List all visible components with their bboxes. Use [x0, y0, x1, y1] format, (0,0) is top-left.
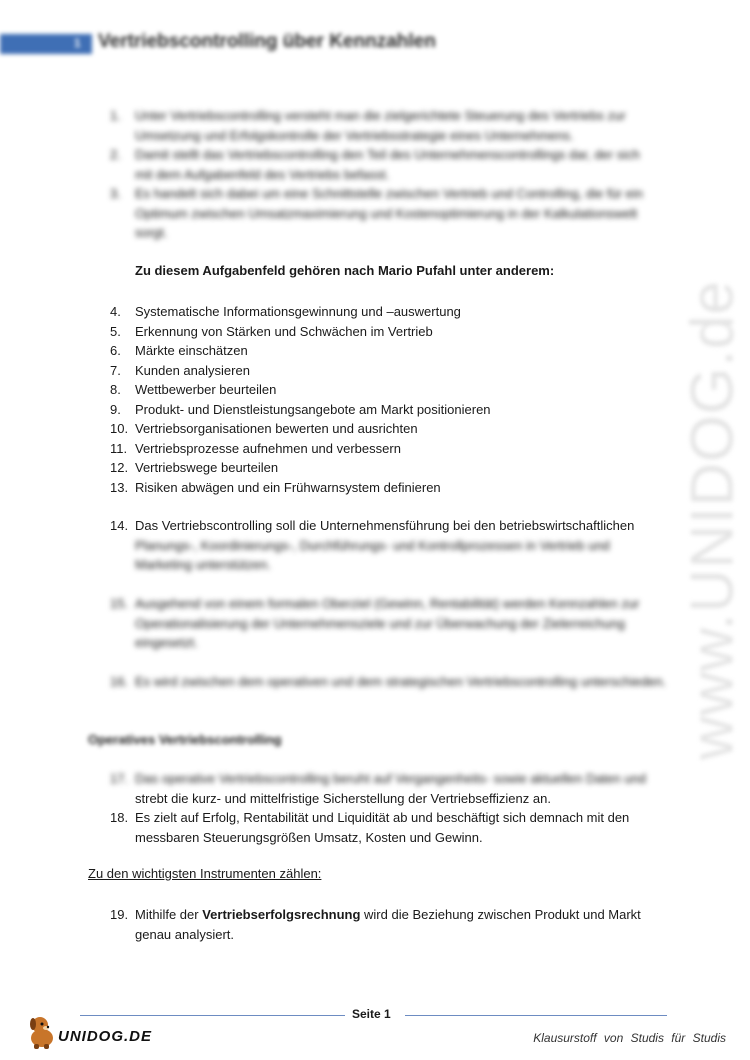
paragraph-line: Es zielt auf Erfolg, Rentabilität und Liquidität ab und beschäftigt sich demnach mit den	[135, 810, 630, 825]
emphasis-term: Vertriebserfolgsrechnung	[202, 907, 361, 922]
list-item: 4. Systematische Informationsgewinnung und –auswertung	[110, 304, 461, 319]
paragraph-14	[110, 516, 670, 575]
item-number: 15.	[110, 596, 129, 611]
list-item: 5. Erkennung von Stärken und Schwächen im Vertrieb	[110, 323, 433, 339]
paragraph-continuation: genau analysiert.	[135, 926, 235, 942]
item-number: 16.	[110, 674, 129, 689]
list-item: 2. Damit stellt das Vertriebscontrolling den Teil des Unternehmenscontrollings dar, der sich mit dem Aufgabenfeld des Vertriebs befasst.	[110, 147, 640, 182]
item-number: 18.	[110, 810, 129, 825]
list-item: 1. Unter Vertriebscontrolling versteht man die zielgerichtete Steuerung des Vertriebs zur Umsetzung und Erfolgskontrolle der Vertriebsstrategie eines Unternehmens.	[110, 108, 626, 143]
paragraph-continuation: Planungs-, Koordinierungs-, Durchführungs- und Kontrollprozessen in Vertrieb und Marketing unterstützen.	[135, 537, 610, 572]
item-number: 14.	[110, 518, 129, 533]
paragraph-line: Das operative Vertriebscontrolling beruht auf Vergangenheits- sowie aktuellen Daten und	[135, 771, 646, 786]
list-item: 10. Vertriebsorganisationen bewerten und ausrichten	[110, 421, 418, 436]
item-number: 19.	[110, 907, 129, 922]
task-list	[110, 302, 670, 497]
list-item: 6. Märkte einschätzen	[110, 343, 248, 358]
paragraph-17	[110, 769, 670, 808]
paragraph-15	[110, 594, 670, 653]
item-number: 17.	[110, 771, 129, 786]
list-item: 7. Kunden analysieren	[110, 362, 250, 378]
instruments-heading: Zu den wichtigsten Instrumenten zählen:	[88, 866, 322, 881]
page-title: Vertriebscontrolling über Kennzahlen	[98, 31, 436, 52]
list-item: 11. Vertriebsprozesse aufnehmen und verbessern	[110, 440, 401, 456]
paragraph-16	[110, 672, 670, 692]
operative-heading: Operatives Vertriebscontrolling	[88, 732, 282, 747]
list-item: 8. Wettbewerber beurteilen	[110, 382, 277, 397]
paragraph-post: wird die Beziehung zwischen Produkt und Markt	[360, 907, 641, 922]
tagline: Klausurstoff von Studis für Studis	[533, 1031, 726, 1045]
list-item: 3. Es handelt sich dabei um eine Schnittstelle zwischen Vertrieb und Controlling, die für ein Optimum zwischen Umsatzmaximierung und Kostenoptimierung in der Kalkulationswelt sorgt.	[110, 186, 644, 240]
paragraph-19	[110, 905, 670, 944]
logo	[24, 1012, 154, 1052]
paragraph-continuation: strebt die kurz- und mittelfristige Sicherstellung der Vertriebseffizienz an.	[135, 790, 551, 806]
heading-number: 1	[74, 36, 81, 50]
paragraph-pre: Mithilfe der	[135, 907, 203, 922]
intro-list	[110, 106, 660, 243]
list-item: 13. Risiken abwägen und ein Frühwarnsystem definieren	[110, 479, 441, 495]
paragraph-text: Es wird zwischen dem operativen und dem strategischen Vertriebscontrolling unterschieden.	[135, 674, 667, 689]
list-item: 12. Vertriebswege beurteilen	[110, 460, 279, 475]
paragraph-continuation: messbaren Steuerungsgrößen Umsatz, Kosten und Gewinn.	[135, 829, 483, 845]
list-item: 9. Produkt- und Dienstleistungsangebote am Markt positionieren	[110, 401, 491, 417]
watermark: www.UNIDOG.de	[678, 280, 746, 760]
logo-text: UNIDOG.DE	[58, 1028, 153, 1045]
dog-icon	[24, 1012, 60, 1050]
section-subheading: Zu diesem Aufgabenfeld gehören nach Mario Pufahl unter anderem:	[135, 263, 555, 278]
paragraph-18	[110, 808, 670, 847]
footer-rule-right	[405, 1015, 667, 1016]
paragraph-text: Ausgehend von einem formalen Oberziel (Gewinn, Rentabilität) werden Kennzahlen zur Operationalisierung der Unternehmensziele und zur Überwachung der Zielerreichung eingesetzt.	[135, 596, 640, 650]
page-number: Seite 1	[352, 1007, 391, 1021]
paragraph-line: Das Vertriebscontrolling soll die Unternehmensführung bei den betriebswirtschaftlichen	[135, 518, 635, 533]
